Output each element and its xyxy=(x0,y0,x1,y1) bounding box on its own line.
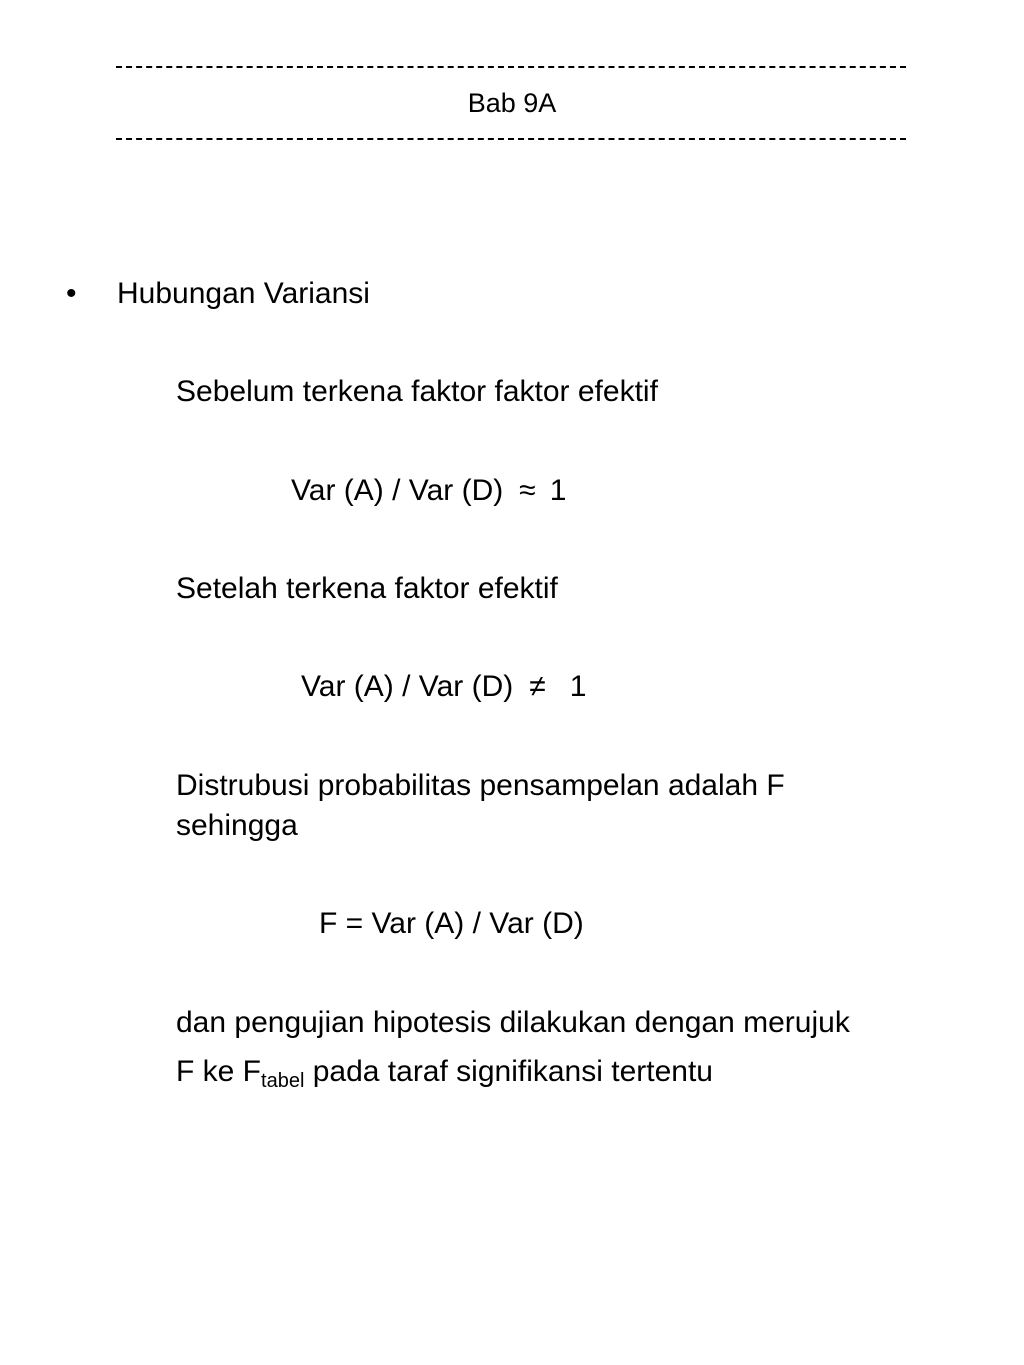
bullet-heading: Hubungan Variansi xyxy=(117,277,370,310)
distribution-line-1: Distrubusi probabilitas pensampelan adalah F xyxy=(176,769,785,802)
header-top-divider xyxy=(116,66,906,68)
conclusion-line-2 xyxy=(176,1052,713,1092)
before-formula xyxy=(291,471,566,511)
page-title: Bab 9A xyxy=(467,88,557,118)
before-label: Sebelum terkena faktor faktor efektif xyxy=(176,375,658,408)
conclusion-prefix: F ke F xyxy=(176,1055,262,1088)
conclusion-line-1: dan pengujian hipotesis dilakukan dengan merujuk xyxy=(176,1006,850,1039)
approx-symbol: ≈ xyxy=(519,474,536,507)
before-formula-lhs: Var (A) / Var (D) xyxy=(291,474,504,507)
not-equal-symbol: ≠ xyxy=(529,670,546,703)
conclusion-suffix: pada taraf signifikansi tertentu xyxy=(304,1055,713,1088)
bullet-marker: • xyxy=(66,277,77,310)
after-formula-rhs: 1 xyxy=(569,670,587,703)
f-formula: F = Var (A) / Var (D) xyxy=(319,907,584,940)
before-formula-rhs: 1 xyxy=(549,474,567,507)
after-label: Setelah terkena faktor efektif xyxy=(176,572,558,605)
f-tabel-subscript: tabel xyxy=(261,1070,305,1092)
after-formula xyxy=(301,667,586,707)
distribution-line-2: sehingga xyxy=(176,809,298,842)
header-bottom-divider xyxy=(116,138,906,140)
after-formula-lhs: Var (A) / Var (D) xyxy=(301,670,514,703)
